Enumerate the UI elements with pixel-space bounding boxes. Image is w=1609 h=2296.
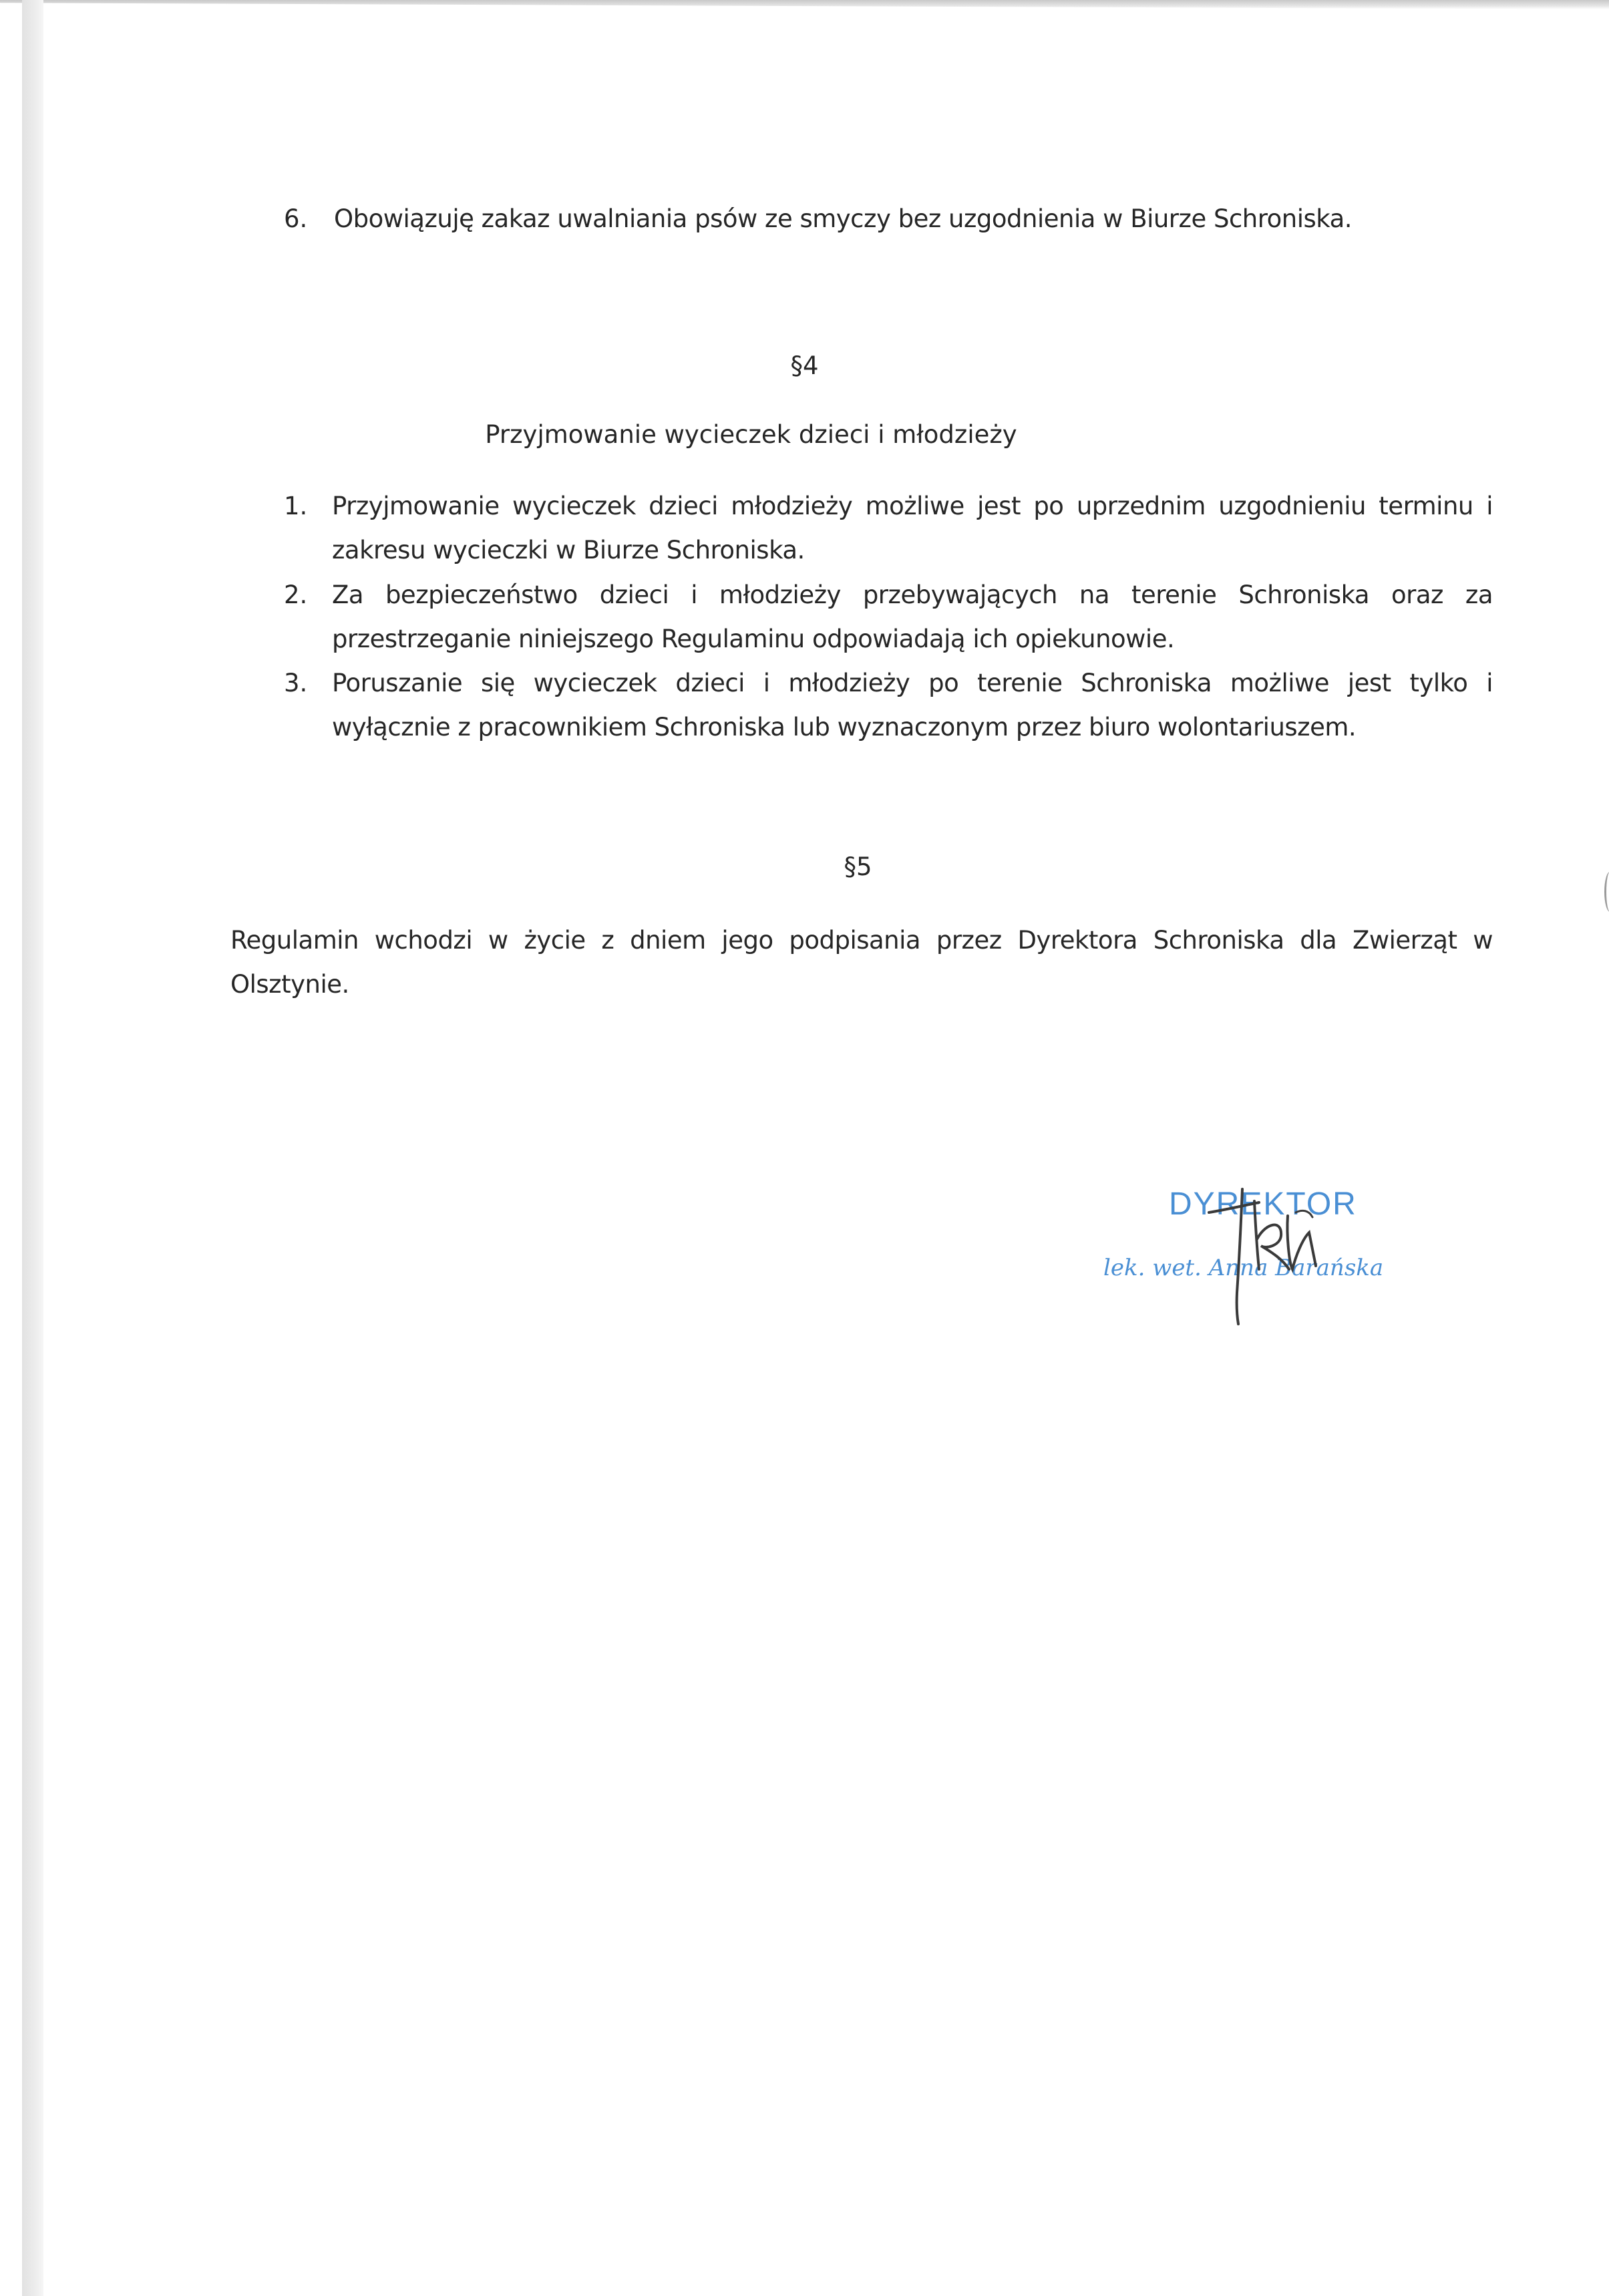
list-item-number: 6.: [284, 204, 308, 233]
list-item-text-line2: wyłącznie z pracownikiem Schroniska lub wyznaczonym przez biuro wolontariuszem.: [332, 713, 1357, 742]
director-stamp: [1102, 1176, 1403, 1323]
list-item-text-line2: przestrzeganie niniejszego Regulaminu odpowiadają ich opiekunowie.: [332, 625, 1175, 653]
stamp-name: lek. wet. Anna Barańska: [1103, 1255, 1384, 1281]
list-item-text-line1: Przyjmowanie wycieczek dzieci młodzieży możliwe jest po uprzednim uzgodnieniu terminu i: [332, 492, 1493, 520]
paragraph-line1: Regulamin wchodzi w życie z dniem jego podpisania przez Dyrektora Schroniska dla Zwierząt w: [230, 926, 1493, 955]
paragraph-line2: Olsztynie.: [230, 970, 349, 999]
stamp-title: DYREKTOR: [1169, 1186, 1357, 1222]
list-item-text-line2: zakresu wycieczki w Biurze Schroniska.: [332, 536, 805, 564]
section-title-4: Przyjmowanie wycieczek dzieci i młodzieży: [485, 420, 1017, 449]
section-heading-4: §4: [790, 351, 819, 380]
list-item-number: 3.: [284, 669, 308, 697]
section-heading-5: §5: [844, 852, 872, 881]
signature-icon: [1202, 1176, 1349, 1329]
list-item-number: 1.: [284, 492, 308, 520]
list-item-text: Obowiązuję zakaz uwalniania psów ze smyczy bez uzgodnienia w Biurze Schroniska.: [334, 204, 1353, 233]
list-item-text-line1: Za bezpieczeństwo dzieci i młodzieży przebywających na terenie Schroniska oraz za: [332, 581, 1493, 609]
list-item-number: 2.: [284, 581, 308, 609]
list-item-text-line1: Poruszanie się wycieczek dzieci i młodzieży po terenie Schroniska możliwe jest tylko i: [332, 669, 1493, 697]
